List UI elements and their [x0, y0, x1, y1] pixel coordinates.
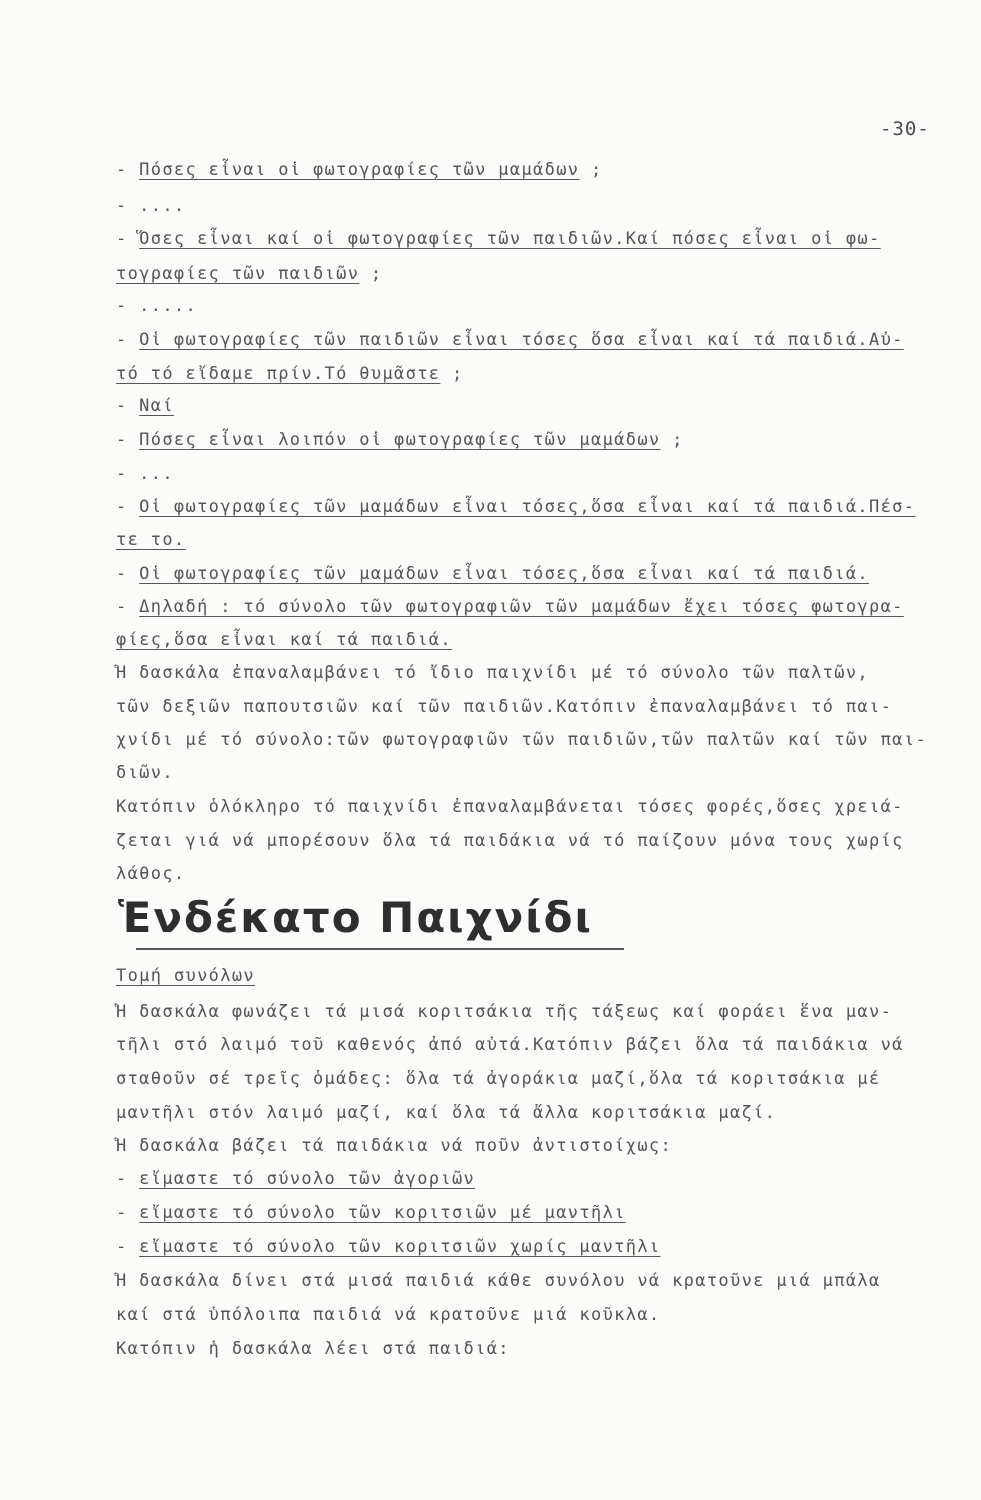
text-line: - Οἱ φωτογραφίες τῶν παιδιῶν εἶναι τόσες ὅσα εἶναι καί τά παιδιά.Αὐ- [116, 330, 904, 350]
text-line: φίες,ὅσα εἶναι καί τά παιδιά. [116, 630, 452, 650]
text-line: σταθοῦν σέ τρεῖς ὁμάδες: ὅλα τά ἀγοράκια μαζί,ὅλα τά κοριτσάκια μέ [116, 1069, 881, 1089]
text-line: Ἡ δασκάλα φωνάζει τά μισά κοριτσάκια τῆς τάξεως καί φοράει ἕνα μαν- [116, 1002, 893, 1022]
text-line: - Ὅσες εἶναι καί οἱ φωτογραφίες τῶν παιδιῶν.Καί πόσες εἶναι οἱ φω- [116, 229, 881, 249]
text-line: Κατόπιν ὁλόκληρο τό παιχνίδι ἐπαναλαμβάνεται τόσες φορές,ὅσες χρειά- [116, 797, 904, 817]
text-line: λάθος. [116, 864, 186, 884]
text-line: - Οἱ φωτογραφίες τῶν μαμάδων εἶναι τόσες,ὅσα εἶναι καί τά παιδιά.Πέσ- [116, 497, 916, 517]
text-line: ζεται γιά νά μπορέσουν ὅλα τά παιδάκια νά τό παίζουν μόνα τους χωρίς [116, 831, 904, 851]
text-line: διῶν. [116, 763, 174, 783]
text-line: τῶν δεξιῶν παπουτσιῶν καί τῶν παιδιῶν.Κατόπιν ἐπαναλαμβάνει τό παι- [116, 697, 893, 717]
text-line: τε το. [116, 530, 186, 550]
text-line: - Πόσες εἶναι οἱ φωτογραφίες τῶν μαμάδων ; [116, 160, 603, 180]
text-line: - Οἱ φωτογραφίες τῶν μαμάδων εἶναι τόσες,ὅσα εἶναι καί τά παιδιά. [116, 564, 870, 584]
text-line: - Πόσες εἶναι λοιπόν οἱ φωτογραφίες τῶν μαμάδων ; [116, 430, 684, 450]
text-line: - Ναί [116, 396, 174, 416]
text-line: Ἡ δασκάλα ἐπαναλαμβάνει τό ἴδιο παιχνίδι μέ τό σύνολο τῶν παλτῶν, [116, 663, 870, 683]
text-line: Ἡ δασκάλα δίνει στά μισά παιδιά κάθε συνόλου νά κρατοῦνε μιά μπάλα [116, 1271, 881, 1291]
subheading: Τομή συνόλων [116, 966, 256, 986]
text-line: τογραφίες τῶν παιδιῶν ; [116, 264, 383, 284]
text-line: καί στά ὑπόλοιπα παιδιά νά κρατοῦνε μιά κοῦκλα. [116, 1305, 661, 1325]
text-line: - εἴμαστε τό σύνολο τῶν κοριτσιῶν μέ μαντῆλι [116, 1203, 626, 1223]
text-line: - .... [116, 196, 186, 216]
text-line: - Δηλαδή : τό σύνολο τῶν φωτογραφιῶν τῶν μαμάδων ἔχει τόσες φωτογρα- [116, 597, 904, 617]
text-line: Κατόπιν ἡ δασκάλα λέει στά παιδιά: [116, 1339, 510, 1359]
text-line: - ... [116, 464, 174, 484]
heading-underline [136, 948, 624, 950]
text-line: μαντῆλι στόν λαιμό μαζί, καί ὅλα τά ἄλλα κοριτσάκια μαζί. [116, 1103, 777, 1123]
text-line: Ἡ δασκάλα βάζει τά παιδάκια νά ποῦν ἀντιστοίχως: [116, 1136, 673, 1156]
text-line: - ..... [116, 296, 198, 316]
page-number: -30- [880, 118, 930, 140]
text-line: - εἴμαστε τό σύνολο τῶν ἀγοριῶν [116, 1169, 476, 1189]
text-line: - εἴμαστε τό σύνολο τῶν κοριτσιῶν χωρίς μαντῆλι [116, 1237, 661, 1257]
text-line: τῆλι στό λαιμό τοῦ καθενός ἀπό αὐτά.Κατόπιν βάζει ὅλα τά παιδάκια νά [116, 1035, 904, 1055]
section-heading: Ἑνδέκατο Παιχνίδι [118, 893, 593, 942]
text-line: χνίδι μέ τό σύνολο:τῶν φωτογραφιῶν τῶν παιδιῶν,τῶν παλτῶν καί τῶν παι- [116, 730, 927, 750]
text-line: τό τό εἴδαμε πρίν.Τό θυμᾶστε ; [116, 364, 464, 384]
